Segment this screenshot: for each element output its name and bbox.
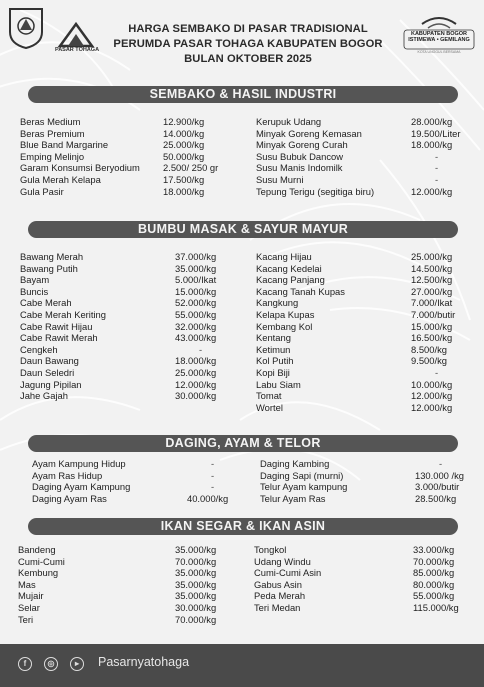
bumbu-left-list: [20, 251, 240, 402]
price-row: [256, 379, 476, 391]
item-price: -: [211, 481, 215, 493]
price-row: [254, 556, 476, 568]
item-name: Daging Kambing: [260, 458, 330, 469]
item-name: Kangkung: [256, 297, 299, 309]
item-name: Cabe Merah Keriting: [20, 308, 106, 320]
price-row: [256, 139, 476, 151]
sembako-right-list: [256, 116, 476, 197]
item-price: 15.000/kg: [175, 285, 217, 297]
item-price: 15.000/kg: [411, 320, 453, 332]
item-price: 32.000/kg: [175, 320, 217, 332]
item-name: Gula Merah Kelapa: [20, 173, 101, 185]
item-price: -: [211, 469, 215, 481]
item-name: Minyak Goreng Kemasan: [256, 127, 362, 139]
price-row: [18, 579, 240, 591]
item-name: Ayam Ras Hidup: [32, 469, 103, 481]
price-row: [260, 493, 476, 505]
item-name: Kentang: [256, 332, 291, 344]
price-row: [20, 355, 240, 367]
item-name: Susu Murni: [256, 173, 304, 185]
item-price: 12.000/kg: [411, 390, 453, 402]
item-name: Bandeng: [18, 544, 56, 555]
pasar-tohaga-logo-icon: [54, 20, 98, 60]
item-price: 35.000/kg: [175, 578, 217, 590]
price-row: [256, 116, 476, 128]
item-price: 3.000/butir: [415, 481, 460, 493]
item-name: Blue Band Margarine: [20, 139, 109, 151]
kabupaten-bogor-emblem-icon: [6, 6, 46, 50]
item-name: Kacang Kedelai: [256, 262, 322, 274]
item-price: 30.000/kg: [175, 601, 217, 613]
item-name: Daun Bawang: [20, 355, 79, 367]
item-price: -: [439, 458, 443, 469]
item-name: Daging Ayam Ras: [32, 492, 107, 504]
item-price: 16.500/kg: [411, 332, 453, 344]
page-title-line3: BULAN OKTOBER 2025: [184, 53, 312, 65]
price-row: [18, 544, 240, 556]
price-row: [260, 481, 476, 493]
ikan-left-list: [18, 544, 240, 625]
item-price: 70.000/kg: [175, 613, 217, 625]
item-name: Kacang Panjang: [256, 274, 325, 286]
item-name: Tongkol: [254, 544, 287, 555]
item-name: Bayam: [20, 274, 50, 286]
item-price: 33.000/kg: [413, 544, 455, 555]
item-name: Ayam Kampung Hidup: [32, 458, 126, 469]
price-row: [32, 470, 242, 482]
item-price: 35.000/kg: [175, 262, 217, 274]
item-price: 10.000/kg: [411, 378, 453, 390]
price-row: [20, 379, 240, 391]
ikan-right-list: [254, 544, 476, 614]
price-row: [256, 367, 476, 379]
price-row: [20, 390, 240, 402]
item-name: Susu Bubuk Dancow: [256, 150, 344, 162]
item-price: 7.000/Ikat: [411, 297, 453, 309]
item-price: 12.900/kg: [163, 116, 205, 127]
item-name: Peda Merah: [254, 590, 306, 602]
facebook-icon[interactable]: f: [18, 657, 32, 671]
item-name: Cabe Merah: [20, 297, 72, 309]
price-row: [256, 344, 476, 356]
page-title-line1: HARGA SEMBAKO DI PASAR TRADISIONAL: [128, 23, 368, 35]
item-name: Wortel: [256, 401, 283, 413]
price-row: [20, 297, 240, 309]
item-price: 50.000/kg: [163, 150, 205, 162]
bogor-logo-label: [398, 31, 480, 43]
sembako-left-list: [20, 116, 240, 197]
item-price: 18.000/kg: [175, 355, 217, 367]
price-row: [32, 493, 242, 505]
section-header-daging: DAGING, AYAM & TELOR: [28, 435, 458, 452]
item-price: -: [435, 162, 439, 174]
item-price: 35.000/kg: [175, 544, 217, 555]
price-row: [20, 321, 240, 333]
item-name: Daging Ayam Kampung: [32, 481, 131, 493]
price-row: [256, 390, 476, 402]
price-row: [256, 309, 476, 321]
item-price: 27.000/kg: [411, 285, 453, 297]
item-price: 12.000/kg: [411, 401, 453, 413]
price-row: [256, 402, 476, 414]
item-name: Telur Ayam Ras: [260, 492, 326, 504]
item-price: 19.500/Liter: [411, 127, 461, 139]
item-name: Kacang Tanah Kupas: [256, 285, 345, 297]
price-row: [256, 251, 476, 263]
price-row: [20, 332, 240, 344]
item-name: Gabus Asin: [254, 578, 302, 590]
youtube-icon[interactable]: ▸: [70, 657, 84, 671]
item-price: 55.000/kg: [175, 308, 217, 320]
item-name: Kembung: [18, 567, 59, 579]
item-name: Kelapa Kupas: [256, 308, 315, 320]
price-row: [20, 162, 240, 174]
bogor-logo-tagline: KOTA UNGGUL BERSAMA: [417, 50, 461, 54]
item-price: 70.000/kg: [413, 555, 455, 567]
price-row: [18, 556, 240, 568]
page-title: [100, 22, 396, 67]
item-name: Garam Konsumsi Beryodium: [20, 162, 140, 174]
price-row: [20, 186, 240, 198]
item-name: Kol Putih: [256, 355, 294, 367]
item-name: Jagung Pipilan: [20, 378, 82, 390]
item-name: Bawang Putih: [20, 262, 78, 274]
item-name: Teri: [18, 613, 34, 625]
price-row: [256, 263, 476, 275]
item-price: 70.000/kg: [175, 555, 217, 567]
item-price: 43.000/kg: [175, 332, 217, 344]
price-row: [254, 544, 476, 556]
item-price: -: [435, 366, 439, 378]
section-header-ikan: IKAN SEGAR & IKAN ASIN: [28, 518, 458, 535]
item-price: 35.000/kg: [175, 567, 217, 579]
item-name: Emping Melinjo: [20, 150, 85, 162]
price-row: [18, 602, 240, 614]
price-row: [256, 186, 476, 198]
social-handle[interactable]: Pasarnyatohaga: [98, 655, 190, 669]
price-row: [32, 481, 242, 493]
item-name: Kopi Biji: [256, 366, 290, 378]
section-header-bumbu: BUMBU MASAK & SAYUR MAYUR: [28, 221, 458, 238]
bogor-logo-label-line2: ISTIMEWA • GEMILANG: [408, 37, 470, 43]
item-price: 30.000/kg: [175, 390, 217, 402]
price-row: [254, 567, 476, 579]
price-row: [18, 567, 240, 579]
item-name: Cabe Rawit Merah: [20, 332, 98, 344]
item-price: 55.000/kg: [413, 590, 455, 602]
item-price: 28.000/kg: [411, 116, 453, 127]
price-row: [20, 116, 240, 128]
price-row: [20, 344, 240, 356]
item-name: Cumi-Cumi: [18, 555, 65, 567]
item-price: -: [435, 150, 439, 162]
price-row: [32, 458, 242, 470]
item-name: Minyak Goreng Curah: [256, 139, 348, 151]
price-row: [256, 297, 476, 309]
item-price: 35.000/kg: [175, 590, 217, 602]
price-row: [20, 151, 240, 163]
price-row: [18, 614, 240, 626]
item-price: 25.000/kg: [411, 251, 453, 262]
price-row: [256, 162, 476, 174]
item-name: Gula Pasir: [20, 185, 64, 197]
item-name: Susu Manis Indomilk: [256, 162, 343, 174]
daging-right-list: [260, 458, 476, 504]
item-price: -: [199, 343, 203, 355]
price-row: [18, 590, 240, 602]
price-row: [20, 367, 240, 379]
pasar-tohaga-logo-label: PASAR TOHAGA: [54, 47, 100, 53]
item-name: Kerupuk Udang: [256, 116, 322, 127]
item-price: 18.000/kg: [411, 139, 453, 151]
item-price: 5.000/Ikat: [175, 274, 217, 286]
item-price: 18.000/kg: [163, 185, 205, 197]
price-row: [256, 355, 476, 367]
item-price: 8.500/kg: [411, 343, 447, 355]
item-name: Cumi-Cumi Asin: [254, 567, 322, 579]
item-name: Daun Seledri: [20, 366, 75, 378]
item-name: Teri Medan: [254, 601, 301, 613]
item-price: 14.500/kg: [411, 262, 453, 274]
item-price: 40.000/kg: [187, 492, 229, 504]
item-price: 85.000/kg: [413, 567, 455, 579]
item-name: Kembang Kol: [256, 320, 313, 332]
item-name: Cabe Rawit Hijau: [20, 320, 93, 332]
price-row: [256, 286, 476, 298]
price-row: [256, 332, 476, 344]
item-price: 37.000/kg: [175, 251, 217, 262]
item-name: Telur Ayam kampung: [260, 481, 348, 493]
item-name: Mas: [18, 578, 36, 590]
price-row: [20, 128, 240, 140]
item-price: -: [211, 458, 215, 469]
price-row: [260, 470, 476, 482]
item-name: Tepung Terigu (segitiga biru): [256, 185, 375, 197]
price-row: [20, 251, 240, 263]
daging-left-list: [32, 458, 242, 504]
price-row: [256, 174, 476, 186]
item-name: Cengkeh: [20, 343, 58, 355]
item-price: 52.000/kg: [175, 297, 217, 309]
item-name: Tomat: [256, 390, 282, 402]
item-name: Buncis: [20, 285, 49, 297]
price-row: [20, 139, 240, 151]
item-name: Kacang Hijau: [256, 251, 312, 262]
price-row: [20, 174, 240, 186]
price-row: [20, 263, 240, 275]
price-row: [254, 590, 476, 602]
page-title-line2: PERUMDA PASAR TOHAGA KABUPATEN BOGOR: [113, 38, 383, 50]
price-row: [256, 128, 476, 140]
item-name: Daging Sapi (murni): [260, 469, 344, 481]
item-price: 25.000/kg: [175, 366, 217, 378]
item-name: Mujair: [18, 590, 44, 602]
item-price: 2.500/ 250 gr: [163, 162, 219, 174]
item-price: 12.000/kg: [411, 185, 453, 197]
price-row: [256, 151, 476, 163]
price-row: [254, 579, 476, 591]
item-name: Udang Windu: [254, 555, 311, 567]
bumbu-right-list: [256, 251, 476, 413]
item-price: 12.000/kg: [175, 378, 217, 390]
item-price: 130.000 /kg: [415, 469, 464, 481]
item-name: Beras Medium: [20, 116, 81, 127]
item-price: 9.500/kg: [411, 355, 447, 367]
item-price: 12.500/kg: [411, 274, 453, 286]
item-price: 17.500/kg: [163, 173, 205, 185]
price-row: [20, 286, 240, 298]
price-row: [20, 309, 240, 321]
instagram-icon[interactable]: ◎: [44, 657, 58, 671]
price-row: [260, 458, 476, 470]
section-header-sembako: SEMBAKO & HASIL INDUSTRI: [28, 86, 458, 103]
item-price: 115.000/kg: [413, 601, 459, 613]
item-name: Ketimun: [256, 343, 291, 355]
item-price: 25.000/kg: [163, 139, 205, 151]
price-row: [256, 274, 476, 286]
item-name: Bawang Merah: [20, 251, 84, 262]
price-row: [256, 321, 476, 333]
item-name: Selar: [18, 601, 40, 613]
item-price: -: [435, 173, 439, 185]
item-price: 80.000/kg: [413, 578, 455, 590]
item-price: 7.000/butir: [411, 308, 456, 320]
bogor-logo-label-line1: KABUPATEN BOGOR: [410, 31, 468, 37]
item-name: Labu Siam: [256, 378, 301, 390]
price-row: [20, 274, 240, 286]
item-price: 28.500/kg: [415, 492, 457, 504]
price-row: [254, 602, 476, 614]
item-name: Jahe Gajah: [20, 390, 68, 402]
item-price: 14.000/kg: [163, 127, 205, 139]
item-name: Beras Premium: [20, 127, 85, 139]
